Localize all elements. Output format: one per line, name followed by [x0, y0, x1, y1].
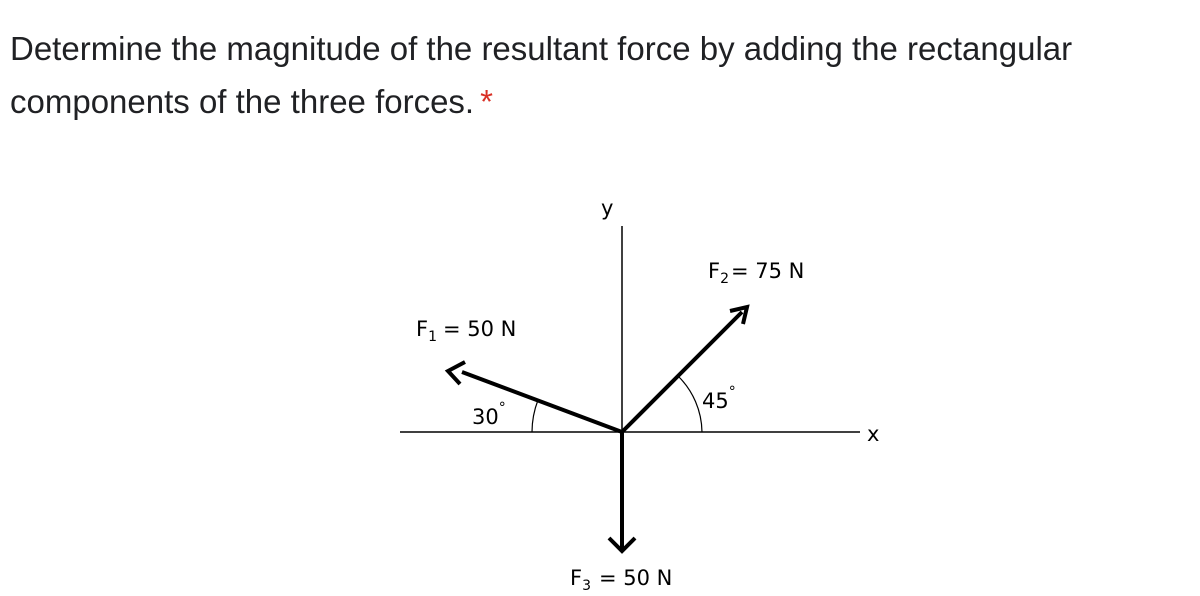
angle-45-value: 45 — [702, 389, 729, 413]
axis-y-label: y — [601, 196, 614, 220]
axis-x-label: x — [867, 422, 880, 446]
force-f2-vector — [622, 312, 742, 432]
force-f1-label — [416, 317, 516, 345]
force-f2-subscript: 2 — [720, 271, 730, 287]
force-f1-value: = 50 N — [443, 317, 517, 341]
angle-label-30 — [472, 400, 506, 429]
angle-30-value: 30 — [472, 405, 499, 429]
force-f3-symbol: F — [570, 566, 583, 590]
angle-label-45 — [702, 384, 736, 413]
force-f1-subscript: 1 — [428, 329, 438, 345]
angle-30-degree: ° — [498, 400, 506, 416]
angle-45-degree: ° — [728, 384, 736, 400]
force-f3-subscript: 3 — [582, 578, 592, 594]
force-f2-value: = 75 N — [731, 259, 805, 283]
force-f2-label — [708, 259, 804, 287]
question-prompt: Determine the magnitude of the resultant force by adding the rectangular components of the three forces. — [10, 30, 1073, 120]
force-f2-symbol: F — [708, 259, 721, 283]
angle-arc-45 — [678, 376, 702, 432]
force-f3-value: = 50 N — [599, 566, 673, 590]
required-asterisk: * — [480, 83, 493, 120]
angle-arc-30 — [532, 400, 538, 432]
force-f3-label — [570, 566, 672, 594]
force-f1-symbol: F — [416, 317, 429, 341]
